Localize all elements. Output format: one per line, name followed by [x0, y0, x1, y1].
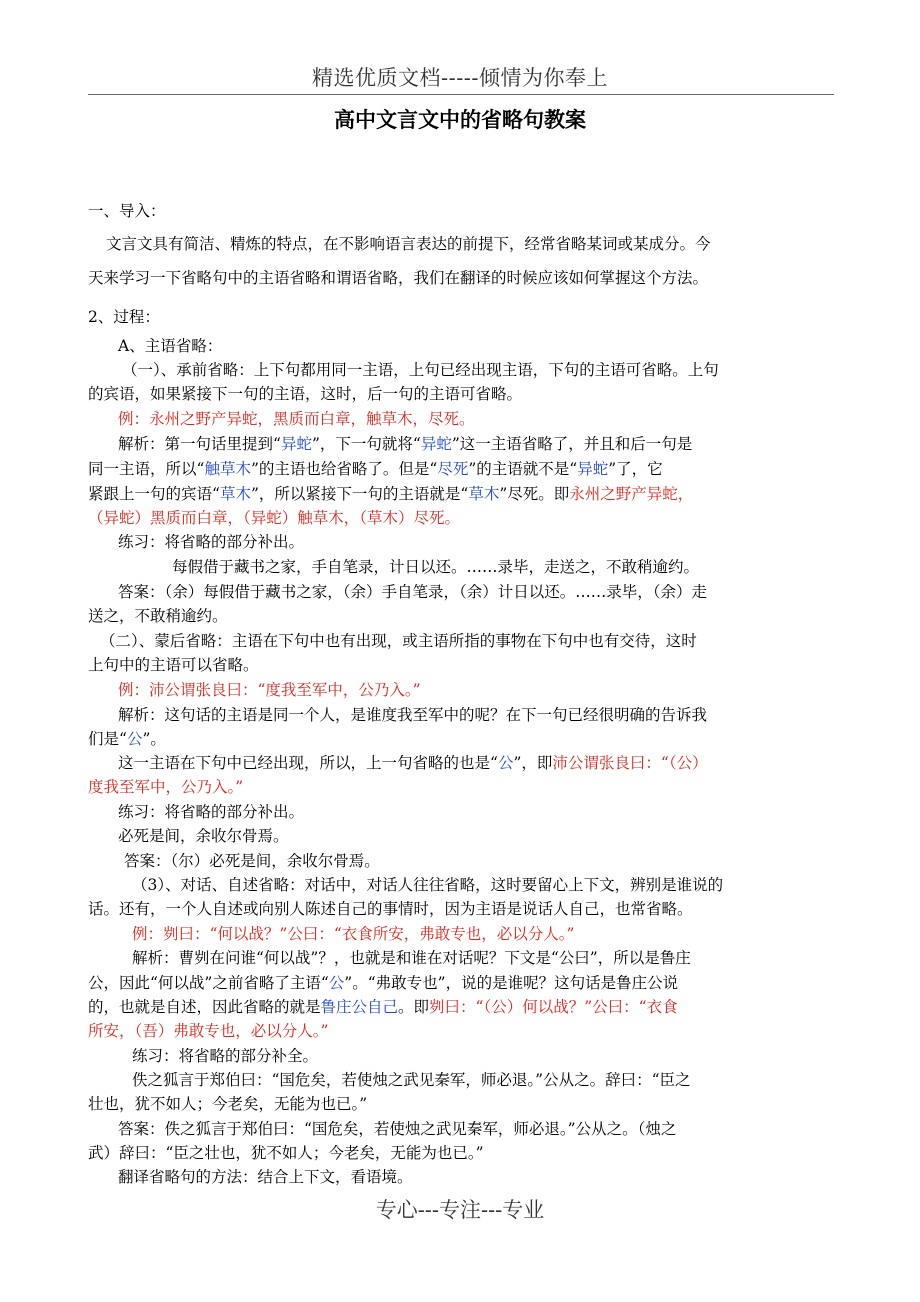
page-header: 精选优质文档-----倾情为你奉上 — [312, 66, 608, 90]
analysis-line — [88, 483, 693, 505]
header-divider — [88, 94, 834, 95]
section-heading: 2、过程： — [88, 308, 160, 326]
exercise-text: 壮也，犹不如人；今老矣，无能为也已。” — [88, 1095, 368, 1113]
analysis-line — [88, 996, 678, 1018]
subsection-heading: A、主语省略： — [118, 337, 223, 355]
exercise-label: 练习：将省略的部分补全。 — [132, 1047, 319, 1065]
text-segment: 们是“ — [88, 730, 127, 748]
analysis-line: 解析：曹刿在问谁“何以战”？，也就是和谁在对话呢？下文是“公曰”，所以是鲁庄 — [132, 949, 691, 967]
highlight-sentence: 刿曰：“（公）何以战？”公曰：“衣食 — [429, 998, 678, 1016]
example-line: 例：刿曰：“何以战？”公曰：“衣食所安，弗敢专也，必以分人。” — [132, 925, 575, 943]
paragraph-line: 天来学习一下省略句中的主语省略和谓语省略，我们在翻译的时候应该如何掌握这个方法。 — [88, 269, 709, 287]
answer-line: 答案：（余）每假借于藏书之家，（余）手自笔录，（余）计日以还。……录毕，（余）走 — [118, 583, 708, 601]
answer-line: 送之，不敢稍逾约。 — [88, 607, 228, 625]
text-segment: 紧跟上一句的宾语“ — [88, 485, 220, 503]
exercise-text: 佚之狐言于郑伯曰：“国危矣，若使烛之武见秦军，师必退。”公从之。辞曰：“臣之 — [132, 1071, 691, 1089]
paragraph-line: （二）、蒙后省略：主语在下句中也有出现，或主语所指的事物在下句中也有交待，这时 — [100, 632, 697, 650]
paragraph-line: 的宾语，如果紧接下一句的主语，这时，后一句的主语可省略。 — [88, 385, 523, 403]
text-segment: ”了，它 — [608, 460, 663, 478]
section-heading: 一、导入： — [88, 202, 166, 220]
example-line: 例：永州之野产异蛇，黑质而白章，触草木，尽死。 — [118, 410, 475, 428]
analysis-line — [118, 752, 708, 774]
paragraph-line: （一）、承前省略：上下句都用同一主语，上句已经出现主语，下句的主语可省略。上句 — [122, 361, 719, 379]
analysis-line — [88, 458, 663, 480]
paragraph-line: 文言文具有简洁、精炼的特点，在不影响语言表达的前提下，经常省略某词或某成分。今 — [106, 235, 711, 253]
text-segment: 。即 — [398, 998, 430, 1016]
text-segment: ”，即 — [513, 754, 553, 772]
text-segment: 同一主语，所以“ — [88, 460, 205, 478]
answer-line: 答案：（尔）必死是间，余收尔骨焉。 — [124, 852, 380, 870]
paragraph-line: 话。还有，一个人自述或向别人陈述自己的事情时，因为主语是说话人自己，也常省略。 — [88, 900, 693, 918]
highlight-term: 公 — [497, 754, 514, 772]
page-footer: 专心---专注---专业 — [375, 1198, 545, 1222]
analysis-line: 度我至军中，公乃入。” — [88, 778, 244, 796]
analysis-line: 所安，（吾）弗敢专也，必以分人。” — [88, 1022, 329, 1040]
highlight-term: 草木 — [219, 485, 251, 503]
text-segment: 的，也就是自述，因此省略的就是 — [88, 998, 321, 1016]
analysis-line — [88, 728, 166, 750]
highlight-term: 异蛇 — [420, 435, 452, 453]
highlight-term: 草木 — [468, 485, 500, 503]
paragraph-line: （3）、对话、自述省略：对话中，对话人往往省略，这时要留心上下文，辨别是谁说的 — [132, 876, 724, 894]
highlight-term: 鲁庄公自己 — [320, 998, 399, 1016]
answer-line: 答案：佚之狐言于郑伯曰：“国危矣，若使烛之武见秦军，师必退。”公从之。（烛之 — [118, 1120, 677, 1138]
highlight-term: 异蛇 — [280, 435, 312, 453]
text-segment: ”的主语就不是“ — [468, 460, 578, 478]
answer-line: 武）辞曰：“臣之壮也，犹不如人；今老矣，无能为也已。” — [88, 1144, 484, 1162]
text-segment: ”尽死。即 — [499, 485, 570, 503]
analysis-line — [118, 433, 692, 455]
document-title: 高中文言文中的省略句教案 — [334, 108, 586, 132]
method-line: 翻译省略句的方法：结合上下文，看语境。 — [118, 1168, 413, 1186]
highlight-term: 公 — [126, 730, 143, 748]
exercise-label: 练习：将省略的部分补出。 — [118, 803, 305, 821]
highlight-term: 异蛇 — [577, 460, 609, 478]
paragraph-line: 上句中的主语可以省略。 — [88, 656, 259, 674]
text-segment: 公，因此“何以战”之前省略了主语“ — [88, 974, 329, 992]
analysis-line: 解析：这句话的主语是同一个人，是谁度我至军中的呢？在下一句已经很明确的告诉我 — [118, 706, 708, 724]
highlight-term: 尽死 — [437, 460, 469, 478]
highlight-term: 公 — [328, 974, 345, 992]
highlight-sentence: 沛公谓张良曰：“（公） — [552, 754, 708, 772]
text-segment: ”。 — [142, 730, 166, 748]
highlight-sentence: 永州之野产异蛇， — [569, 485, 694, 503]
analysis-line — [88, 972, 678, 994]
example-line: 例：沛公谓张良曰：“度我至军中，公乃入。” — [118, 681, 421, 699]
text-segment: ”。“弗敢专也”，说的是谁呢？这句话是鲁庄公说 — [344, 974, 679, 992]
highlight-term: 触草木 — [204, 460, 251, 478]
exercise-text: 必死是间，余收尔骨焉。 — [118, 827, 289, 845]
text-segment: ”，所以紧接下一句的主语就是“ — [250, 485, 469, 503]
text-segment: 解析：第一句话里提到“ — [118, 435, 281, 453]
exercise-label: 练习：将省略的部分补出。 — [118, 533, 305, 551]
analysis-line: （异蛇）黑质而白章，（异蛇）触草木，（草木）尽死。 — [88, 509, 461, 527]
text-segment: ”这一主语省略了，并且和后一句是 — [451, 435, 693, 453]
text-segment: 这一主语在下句中已经出现，所以，上一句省略的也是“ — [118, 754, 498, 772]
exercise-text: 每假借于藏书之家，手自笔录，计日以还。……录毕，走送之，不敢稍逾约。 — [172, 558, 700, 576]
text-segment: ”，下一句就将“ — [311, 435, 421, 453]
text-segment: ”的主语也给省略了。但是“ — [250, 460, 438, 478]
